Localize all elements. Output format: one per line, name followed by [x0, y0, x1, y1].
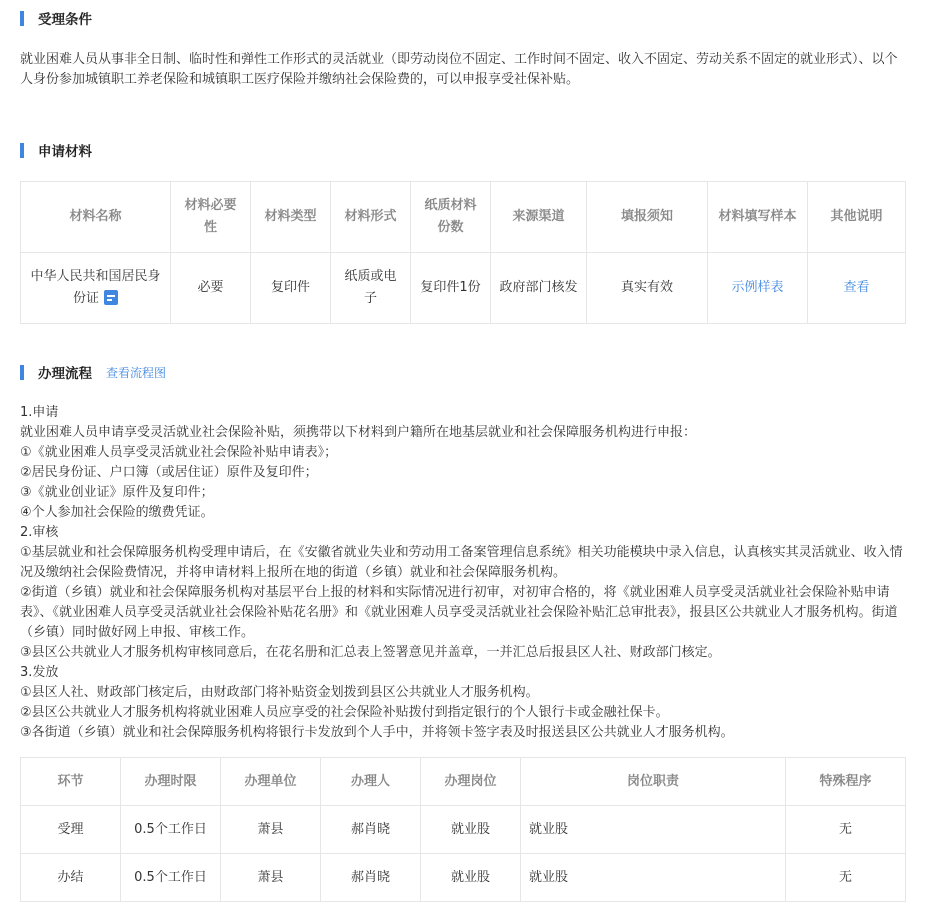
materials-row	[21, 253, 906, 324]
material-form: 纸质或电子	[331, 253, 411, 324]
header-post: 办理岗位	[421, 758, 521, 806]
process-line: 3.发放	[20, 665, 59, 680]
process-section-header	[20, 363, 166, 381]
materials-section-header	[20, 141, 92, 159]
material-name-cell	[21, 253, 171, 324]
process-line: ①基层就业和社会保障服务机构受理申请后，在《安徽省就业失业和劳动用工备案管理信息系统》相关功能模块中录入信息，认真核实其灵活就业、收入情况及缴纳社会保险费情况，并将申请材料上报所在地的街道（乡镇）就业和社会保障服务机构。	[20, 545, 903, 580]
special-cell: 无	[786, 806, 906, 854]
conditions-section-header	[20, 9, 92, 27]
materials-header-row	[21, 182, 906, 253]
process-line: 2.审核	[20, 525, 59, 540]
process-description	[20, 403, 910, 743]
material-necessity: 必要	[171, 253, 251, 324]
stage-cell: 办结	[21, 854, 121, 902]
header-unit: 办理单位	[221, 758, 321, 806]
process-line: ③县区公共就业人才服务机构审核同意后，在花名册和汇总表上签署意见并盖章，一并汇总后报县区人社、财政部门核定。	[20, 645, 721, 660]
header-type: 材料类型	[251, 182, 331, 253]
header-sample: 材料填写样本	[708, 182, 808, 253]
materials-table	[20, 181, 906, 324]
header-material-name: 材料名称	[21, 182, 171, 253]
handler-cell: 郝肖晓	[321, 806, 421, 854]
time-limit-cell: 0.5个工作日	[121, 854, 221, 902]
sample-link[interactable]: 示例样表	[731, 280, 784, 295]
time-limit-cell: 0.5个工作日	[121, 806, 221, 854]
process-line: 1.申请	[20, 405, 59, 420]
duty-cell: 就业股	[521, 854, 786, 902]
section-marker	[20, 143, 24, 158]
material-sample-cell	[708, 253, 808, 324]
unit-cell: 萧县	[221, 854, 321, 902]
process-table	[20, 757, 906, 902]
section-marker	[20, 11, 24, 26]
conditions-text: 就业困难人员从事非全日制、临时性和弹性工作形式的灵活就业（即劳动岗位不固定、工作时间不固定、收入不固定、劳动关系不固定的就业形式）、以个人身份参加城镇职工养老保险和城镇职工医疗保险并缴纳社会保险费的，可以申报享受社保补贴。	[20, 52, 898, 87]
materials-title: 申请材料	[38, 144, 92, 160]
material-copies: 复印件1份	[411, 253, 491, 324]
process-line: ①县区人社、财政部门核定后，由财政部门将补贴资金划拨到县区公共就业人才服务机构。	[20, 685, 539, 700]
header-duty: 岗位职责	[521, 758, 786, 806]
header-time-limit: 办理时限	[121, 758, 221, 806]
table-row	[21, 806, 906, 854]
header-necessity: 材料必要性	[171, 182, 251, 253]
process-line: ④个人参加社会保险的缴费凭证。	[20, 505, 214, 520]
header-source: 来源渠道	[491, 182, 587, 253]
post-cell: 就业股	[421, 806, 521, 854]
header-other: 其他说明	[808, 182, 906, 253]
header-special: 特殊程序	[786, 758, 906, 806]
material-name: 中华人民共和国居民身份证	[30, 269, 161, 306]
conditions-title: 受理条件	[38, 12, 92, 28]
process-line: ①《就业困难人员享受灵活就业社会保险补贴申请表》；	[20, 445, 338, 460]
section-marker	[20, 365, 24, 380]
unit-cell: 萧县	[221, 806, 321, 854]
header-notice: 填报须知	[587, 182, 708, 253]
material-type: 复印件	[251, 253, 331, 324]
stage-cell: 受理	[21, 806, 121, 854]
post-cell: 就业股	[421, 854, 521, 902]
header-stage: 环节	[21, 758, 121, 806]
document-icon[interactable]	[104, 290, 118, 305]
header-copies: 纸质材料份数	[411, 182, 491, 253]
duty-cell: 就业股	[521, 806, 786, 854]
process-line: ②街道（乡镇）就业和社会保障服务机构对基层平台上报的材料和实际情况进行初审，对初审合格的，将《就业困难人员享受灵活就业社会保险补贴申请表》、《就业困难人员享受灵活就业社会保险补贴花名册》和《就业困难人员享受灵活就业社会保险补贴汇总审批表》，报县区公共就业人才服务机构。街道（乡镇）同时做好网上申报、审核工作。	[20, 585, 898, 640]
material-source: 政府部门核发	[491, 253, 587, 324]
process-line: ③《就业创业证》原件及复印件；	[20, 485, 214, 500]
process-line: ③各街道（乡镇）就业和社会保障服务机构将银行卡发放到个人手中，并将领卡签字表及时报送县区公共就业人才服务机构。	[20, 725, 734, 740]
view-flowchart-link[interactable]: 查看流程图	[106, 365, 167, 380]
process-header-row	[21, 758, 906, 806]
view-link[interactable]: 查看	[843, 280, 870, 295]
process-line: 就业困难人员申请享受灵活就业社会保险补贴，须携带以下材料到户籍所在地基层就业和社会保障服务机构进行申报：	[20, 425, 697, 440]
handler-cell: 郝肖晓	[321, 854, 421, 902]
material-other-cell	[808, 253, 906, 324]
table-row	[21, 854, 906, 902]
process-line: ②居民身份证、户口簿（或居住证）原件及复印件；	[20, 465, 318, 480]
header-form: 材料形式	[331, 182, 411, 253]
material-notice: 真实有效	[587, 253, 708, 324]
header-handler: 办理人	[321, 758, 421, 806]
process-title: 办理流程	[38, 366, 92, 382]
special-cell: 无	[786, 854, 906, 902]
process-line: ②县区公共就业人才服务机构将就业困难人员应享受的社会保险补贴拨付到指定银行的个人银行卡或金融社保卡。	[20, 705, 669, 720]
